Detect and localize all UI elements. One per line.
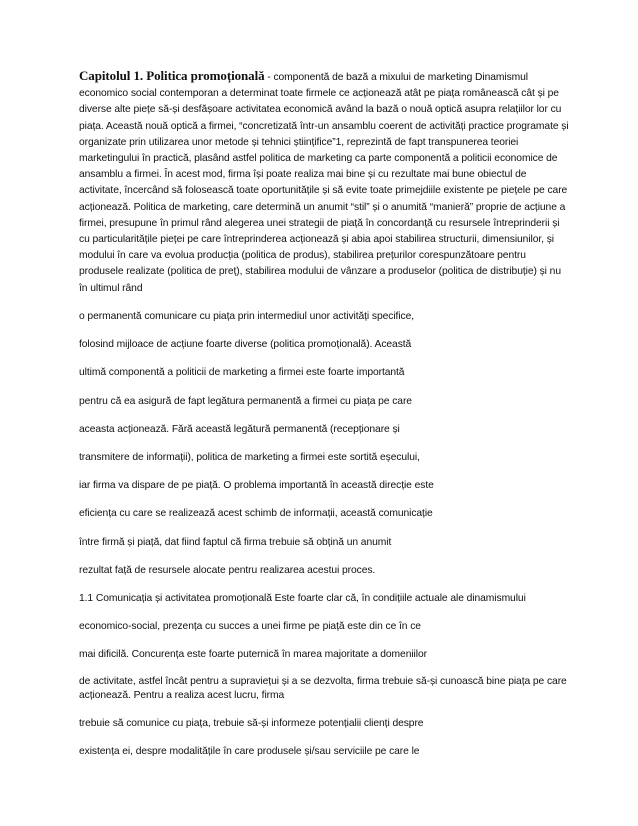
section-heading-line: 1.1 Comunicația și activitatea promoțională Este foarte clar că, în condițiile actuale ale dinamismului — [79, 592, 526, 604]
text-line: existența ei, despre modalitățile în care produsele și/sau serviciile pe care le — [79, 745, 420, 757]
text-line: economico-social, prezența cu succes a unei firme pe piață este din ce în ce — [79, 621, 421, 633]
text-line: aceasta acționează. Fără această legătură permanentă (recepționare și — [79, 423, 400, 435]
text-line: între firmă și piață, dat fiind faptul că firma trebuie să obțină un anumit — [79, 536, 392, 548]
text-line: eficiența cu care se realizează acest schimb de informații, această comunicație — [79, 508, 433, 520]
text-line: trebuie să comunice cu piața, trebuie să-și informeze potențialii clienți despre — [79, 717, 424, 729]
document-body — [79, 68, 569, 760]
intro-paragraph — [79, 68, 569, 297]
text-line: transmitere de informații), politica de marketing a firmei este sortită eșecului, — [79, 451, 420, 463]
text-line: iar firma va dispare de pe piață. O problema importantă în această direcție este — [79, 480, 434, 492]
text-line: pentru că ea asigură de fapt legătura permanentă a firmei cu piața pe care — [79, 395, 412, 407]
text-line: rezultat față de resursele alocate pentru realizarea acestui proces. — [79, 564, 376, 576]
text-line: ultimă componentă a politicii de marketing a firmei este foarte importantă — [79, 367, 405, 379]
text-line: folosind mijloace de acțiune foarte diverse (politica promoțională). Această — [79, 339, 412, 351]
wrapped-paragraph: de activitate, astfel încât pentru a supraviețui și a se dezvolta, firma trebuie să-și cunoască bine piața pe care acționează. Pentru a realiza acest lucru, firma — [79, 676, 567, 702]
text-line: o permanentă comunicare cu piața prin intermediul unor activități specifice, — [79, 311, 415, 323]
text-line: mai dificilă. Concurența este foarte puternică în marea majoritate a domeniilor — [79, 649, 427, 661]
intro-text: - componentă de bază a mixului de marketing Dinamismul economico social contemporan a determinat toate firmele ce acționează atât pe piața românească cât și pe diverse alte piețe să-și desfășoare activitatea economică având la bază o nouă optică asupra relațiilor lor cu piața. Această nouă optică a firmei, “concretizată într-un ansamblu coerent de activități practice programate și organizate prin utilizarea unor metode și tehnici științifice”1, reprezintă de fapt transpunerea teoriei marketingului în practică, plasând astfel politica de marketing ca parte componentă a politicii economice de ansamblu a firmei. În acest mod, firma își poate realiza mai bine și cu rezultate mai bune obiectul de activitate, încercând să folosească toate oportunitățile și să evite toate primejdiile existente pe piețele pe care acționează. Politica de marketing, care determină un anumit “stil” și o anumită “manieră” proprie de acțiune a firmei, presupune în primul rând alegerea unei strategii de piață în concordanță cu resursele întreprinderii și cu particularitățile pieței pe care întreprinderea acționează și abia apoi stabilirea structurii, dimensiunilor, și modului în care va evolua producția (politica de produs), stabilirea prețurilor corespunzătoare pentru produsele realizate (politica de preț), stabilirea modului de vânzare a produselor (politica de distribuție) și nu în ultimul rând — [79, 72, 569, 294]
chapter-heading: Capitolul 1. Politica promoțională — [79, 68, 265, 83]
